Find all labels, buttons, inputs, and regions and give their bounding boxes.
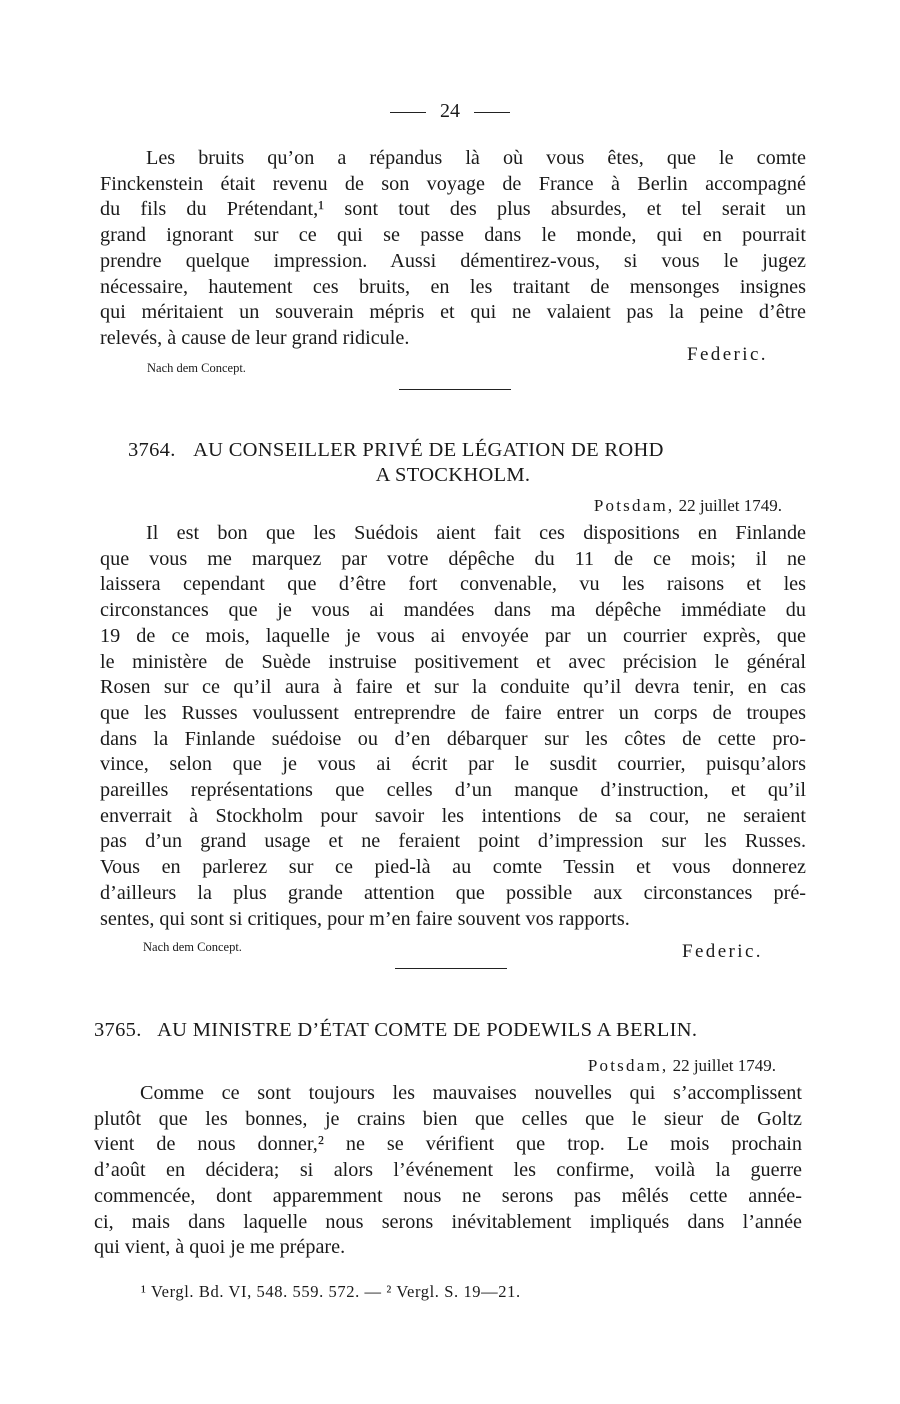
dateline-place: Potsdam,	[593, 496, 675, 515]
text-line: 19 de ce mois, laquelle je vous ai envoyée par un courrier exprès, que	[100, 624, 806, 647]
text-line: grand ignorant sur ce qui se passe dans le monde, qui en pourrait	[100, 224, 806, 247]
text-line: pareilles représentations que celles d’un manque d’instruction, et qu’il	[100, 779, 806, 802]
letter-number: 3765.	[94, 1019, 142, 1041]
text-line: Finckenstein était revenu de son voyage de France à Berlin accompagné	[100, 172, 806, 195]
text-line: laissera cependant que d’être fort convenable, vu les raisons et les	[100, 573, 806, 596]
text-line: plutôt que les bonnes, je crains bien que celles que le sieur de Goltz	[94, 1107, 802, 1130]
text-line: circonstances que je vous ai mandées dans ma dépêche immédiate du	[100, 599, 806, 622]
letter-3765-dateline	[588, 1056, 776, 1076]
letter-3764-dateline	[594, 496, 782, 516]
section-divider	[395, 968, 507, 969]
page-number-text: 24	[440, 100, 460, 122]
text-line: que vous me marquez par votre dépêche du 11 de ce mois; il ne	[100, 547, 806, 570]
page-number-dash-right	[474, 112, 510, 113]
text-line: le ministère de Suède instruise positivement et avec précision le général	[100, 650, 806, 673]
text-line: vient de nous donner,² ne se vérifient que trop. Le mois prochain	[94, 1133, 802, 1156]
source-note: Nach dem Concept.	[147, 361, 246, 375]
text-line: qui méritaient un souverain mépris et qui ne valaient pas la peine d’être	[100, 301, 806, 324]
dateline-place: Potsdam,	[587, 1056, 669, 1075]
letter-heading-line1: AU MINISTRE D’ÉTAT COMTE DE PODEWILS A BERLIN.	[157, 1019, 698, 1041]
letter-heading-line2: A STOCKHOLM.	[375, 464, 531, 486]
signature: Federic.	[687, 344, 768, 365]
letter-3764-body	[100, 521, 806, 932]
text-line: Il est bon que les Suédois aient fait ces dispositions en Finlande	[146, 522, 806, 544]
source-note: Nach dem Concept.	[143, 940, 242, 954]
dateline-date: 22 juillet 1749.	[678, 496, 782, 515]
text-line: d’août en décidera; si alors l’événement les confirme, voilà la guerre	[94, 1159, 802, 1182]
page-number-dash-left	[390, 112, 426, 113]
text-line: Vous en parlerez sur ce pied-là au comte Tessin et vous donnerez	[100, 856, 806, 879]
text-line: prendre quelque impression. Aussi démentirez-vous, si vous le jugez	[100, 249, 806, 272]
text-line: vince, selon que je vous ai écrit par le susdit courrier, puisqu’alors	[100, 753, 806, 776]
letter-heading-line1: AU CONSEILLER PRIVÉ DE LÉGATION DE ROHD	[193, 439, 664, 461]
text-line: que les Russes voulussent entreprendre de faire entrer un corps de troupes	[100, 701, 806, 724]
text-line: sentes, qui sont si critiques, pour m’en faire souvent vos rapports.	[100, 907, 630, 930]
page-number	[0, 100, 900, 123]
text-line: dans la Finlande suédoise ou d’en débarquer sur les côtes de cette pro-	[100, 727, 806, 750]
text-line: nécessaire, hautement ces bruits, en les traitant de mensonges insignes	[100, 275, 806, 298]
text-line: ci, mais dans laquelle nous serons inévitablement impliqués dans l’année	[94, 1210, 802, 1233]
letter-prev-body	[100, 146, 806, 352]
letter-3765-body	[94, 1081, 802, 1261]
text-line: commencée, dont apparemment nous ne serons pas mêlés cette année-	[94, 1184, 802, 1207]
text-line: d’ailleurs la plus grande attention que possible aux circonstances pré-	[100, 881, 806, 904]
letter-number: 3764.	[128, 439, 176, 461]
footnotes: ¹ Vergl. Bd. VI, 548. 559. 572. — ² Vergl. S. 19—21.	[141, 1282, 521, 1301]
text-line: pas d’un grand usage et ne feraient point d’impression sur les Russes.	[100, 830, 806, 853]
letter-3764-heading	[128, 438, 778, 488]
signature: Federic.	[682, 941, 763, 962]
text-line: enverrait à Stockholm pour savoir les intentions de sa cour, ne seraient	[100, 804, 806, 827]
text-line: relevés, à cause de leur grand ridicule.	[100, 326, 410, 349]
text-line: Rosen sur ce qu’il aura à faire et sur la conduite qu’il devra tenir, en cas	[100, 676, 806, 699]
letter-3765-heading	[94, 1018, 814, 1043]
text-line: Comme ce sont toujours les mauvaises nouvelles qui s’accomplissent	[140, 1082, 802, 1104]
section-divider	[399, 389, 511, 390]
dateline-date: 22 juillet 1749.	[672, 1056, 776, 1075]
text-line: qui vient, à quoi je me prépare.	[94, 1236, 346, 1259]
text-line: du fils du Prétendant,¹ sont tout des plus absurdes, et tel serait un	[100, 198, 806, 221]
text-line: Les bruits qu’on a répandus là où vous êtes, que le comte	[146, 147, 806, 169]
